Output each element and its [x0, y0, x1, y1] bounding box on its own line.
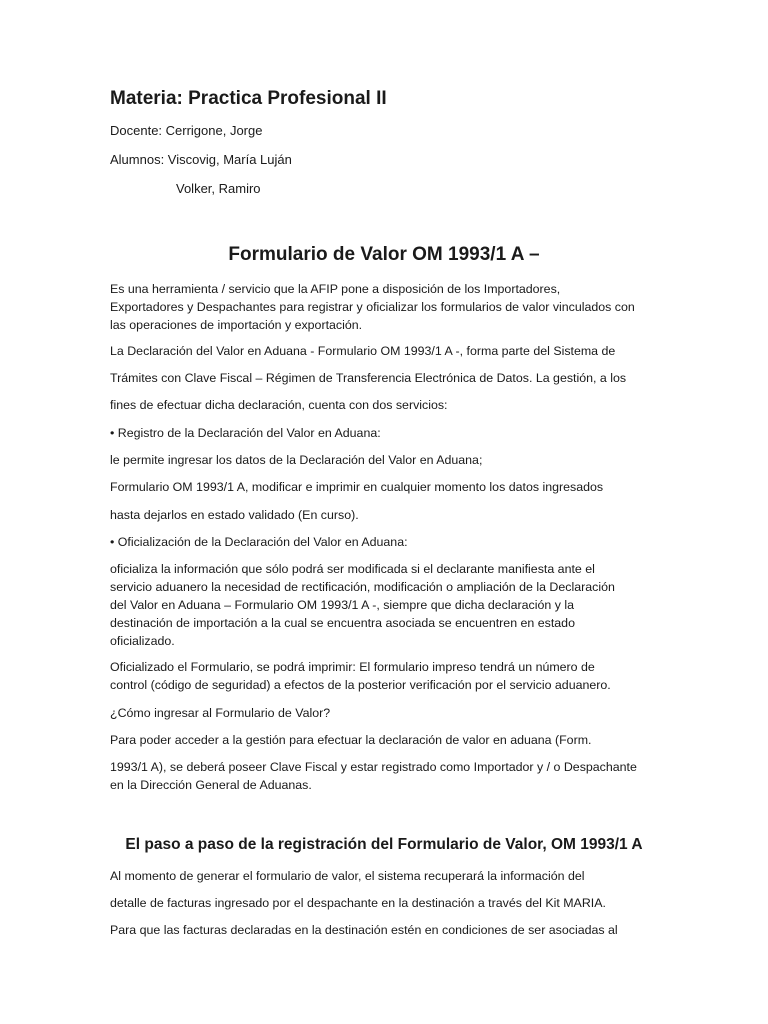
text-line: Oficializado el Formulario, se podrá imprimir: El formulario impreso tendrá un número de	[110, 660, 595, 674]
text-line: le permite ingresar los datos de la Declaración del Valor en Aduana;	[110, 453, 483, 467]
text-line: Exportadores y Despachantes para registrar y oficializar los formularios de valor vinculados con	[110, 300, 635, 314]
text-line: Para que las facturas declaradas en la destinación estén en condiciones de ser asociadas al	[110, 923, 618, 937]
text-line: en la Dirección General de Aduanas.	[110, 778, 312, 792]
text-line: detalle de facturas ingresado por el despachante en la destinación a través del Kit MARIA.	[110, 896, 606, 910]
bullet-registro: • Registro de la Declaración del Valor en Aduana:	[110, 426, 381, 440]
text-line: servicio aduanero la necesidad de rectificación, modificación o ampliación de la Declaración	[110, 580, 615, 594]
text-line: oficializado.	[110, 634, 175, 648]
bullet-oficializacion: • Oficialización de la Declaración del Valor en Aduana:	[110, 535, 408, 549]
subject-heading: Materia: Practica Profesional II	[110, 88, 387, 109]
text-line: 1993/1 A), se deberá poseer Clave Fiscal y estar registrado como Importador y / o Despachante	[110, 760, 637, 774]
oficializacion-paragraph	[110, 560, 670, 650]
text-line: Es una herramienta / servicio que la AFIP pone a disposición de los Importadores,	[110, 282, 561, 296]
text-line: Al momento de generar el formulario de valor, el sistema recuperará la información del	[110, 869, 585, 883]
teacher-line: Docente: Cerrigone, Jorge	[110, 123, 263, 138]
text-line: las operaciones de importación y exportación.	[110, 318, 363, 332]
document-title: Formulario de Valor OM 1993/1 A –	[228, 244, 540, 265]
text-line: hasta dejarlos en estado validado (En curso).	[110, 508, 359, 522]
text-line: Trámites con Clave Fiscal – Régimen de Transferencia Electrónica de Datos. La gestión, a los	[110, 371, 627, 385]
student-second: Volker, Ramiro	[176, 181, 261, 196]
access-paragraph	[110, 758, 670, 794]
text-line: destinación de importación a la cual se encuentra asociada se encuentren en estado	[110, 616, 575, 630]
text-line: Formulario OM 1993/1 A, modificar e imprimir en cualquier momento los datos ingresados	[110, 480, 604, 494]
text-line: Para poder acceder a la gestión para efectuar la declaración de valor en aduana (Form.	[110, 733, 592, 747]
oficializado-paragraph	[110, 658, 670, 694]
intro-paragraph	[110, 280, 670, 334]
text-line: fines de efectuar dicha declaración, cuenta con dos servicios:	[110, 398, 448, 412]
students-line: Alumnos: Viscovig, María Luján	[110, 152, 292, 167]
text-line: control (código de seguridad) a efectos de la posterior verificación por el servicio aduanero.	[110, 678, 611, 692]
question-line: ¿Cómo ingresar al Formulario de Valor?	[110, 706, 331, 720]
steps-heading: El paso a paso de la registración del Formulario de Valor, OM 1993/1 A	[125, 836, 643, 853]
text-line: oficializa la información que sólo podrá ser modificada si el declarante manifiesta ante el	[110, 562, 595, 576]
text-line: del Valor en Aduana – Formulario OM 1993/1 A -, siempre que dicha declaración y la	[110, 598, 574, 612]
text-line: La Declaración del Valor en Aduana - Formulario OM 1993/1 A -, forma parte del Sistema de	[110, 344, 616, 358]
